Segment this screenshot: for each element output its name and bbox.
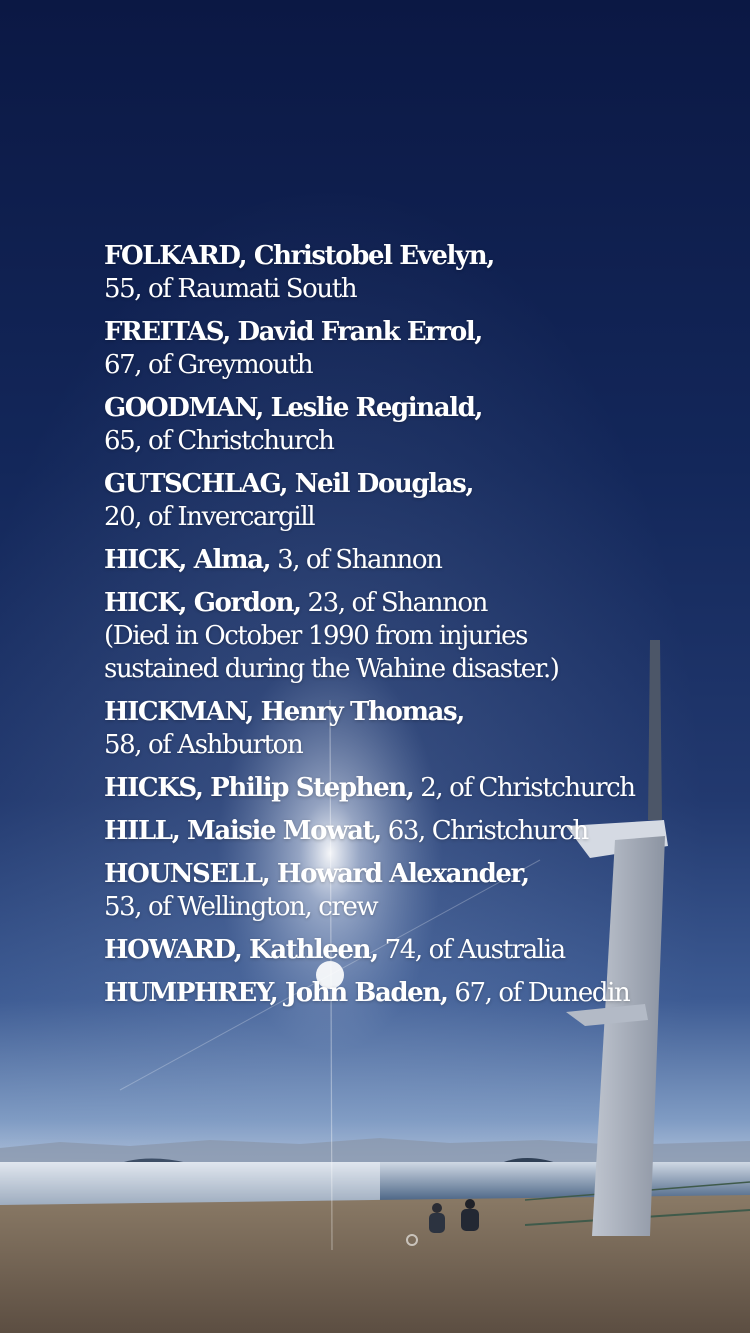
entry-name: HOWARD, Kathleen, [104, 935, 378, 965]
entry-name: HICK, Alma, [104, 545, 271, 575]
entry-detail: 2, of Christchurch [420, 773, 635, 803]
entry-name: FOLKARD, Christobel Evelyn, [104, 241, 494, 271]
entry-name: HICK, Gordon, [104, 588, 301, 618]
entry-name: HICKS, Philip Stephen, [104, 773, 414, 803]
entry-name: HICKMAN, Henry Thomas, [104, 697, 464, 727]
entry-detail: 63, Christchurch [387, 816, 588, 846]
entry-detail: 20, of Invercargill [104, 502, 315, 532]
entry-detail: 67, of Dunedin [454, 978, 630, 1008]
list-item [104, 696, 724, 762]
entry-detail: 65, of Christchurch [104, 426, 334, 456]
entry-name: HOUNSELL, Howard Alexander, [104, 859, 529, 889]
entry-detail: 55, of Raumati South [104, 274, 357, 304]
list-item [104, 240, 724, 306]
list-item [104, 392, 724, 458]
entry-detail: 74, of Australia [384, 935, 565, 965]
names-list [104, 240, 724, 1020]
entry-name: HILL, Maisie Mowat, [104, 816, 381, 846]
list-item [104, 544, 724, 577]
list-item [104, 858, 724, 924]
list-item [104, 772, 724, 805]
entry-name: GOODMAN, Leslie Reginald, [104, 393, 483, 423]
list-item [104, 316, 724, 382]
entry-name: HUMPHREY, John Baden, [104, 978, 448, 1008]
list-item [104, 934, 724, 967]
list-item [104, 468, 724, 534]
entry-note: (Died in October 1990 from injuries sustained during the Wahine disaster.) [104, 621, 559, 684]
list-item [104, 587, 724, 686]
entry-detail: 58, of Ashburton [104, 730, 303, 760]
list-item [104, 977, 724, 1010]
entry-name: FREITAS, David Frank Errol, [104, 317, 482, 347]
entry-detail: 3, of Shannon [277, 545, 442, 575]
list-item [104, 815, 724, 848]
entry-detail: 53, of Wellington, crew [104, 892, 378, 922]
entry-detail: 67, of Greymouth [104, 350, 313, 380]
entry-detail: 23, of Shannon [307, 588, 488, 618]
entry-name: GUTSCHLAG, Neil Douglas, [104, 469, 473, 499]
